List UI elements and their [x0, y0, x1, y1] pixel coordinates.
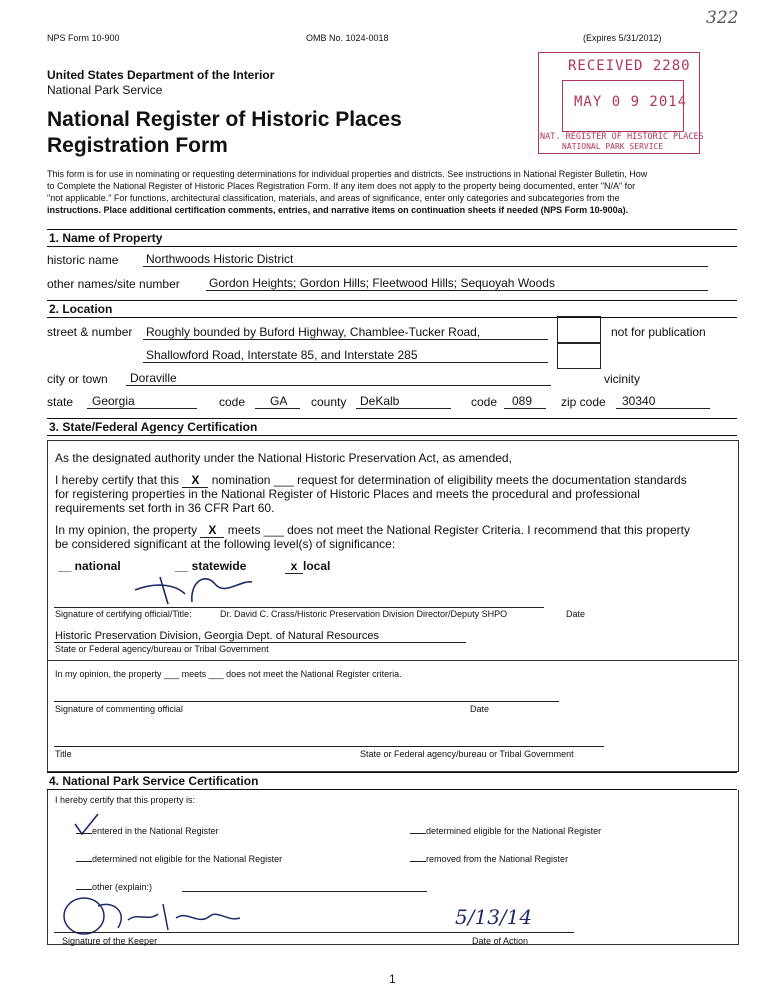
level-statewide[interactable]: __ statewide: [175, 559, 247, 573]
omb-number: OMB No. 1024-0018: [306, 33, 389, 43]
stamp-line1: NAT. REGISTER OF HISTORIC PLACES: [540, 132, 704, 142]
action-label: Date of Action: [472, 936, 529, 946]
zip-label: zip code: [561, 395, 606, 409]
section-4-header: [47, 772, 737, 790]
stamp-date: MAY 0 9 2014: [574, 94, 688, 110]
title-label: Title: [55, 749, 72, 759]
cert-p2: I hereby certify that this X nomination ___ request for determination of eligibility meets the documentation standards: [55, 473, 687, 487]
page-number: 1: [389, 972, 396, 986]
cert-p3: In my opinion, the property X meets ___ does not meet the National Register Criteria. I recommend that this property: [55, 523, 690, 537]
nomination-mark[interactable]: X: [182, 473, 208, 488]
code-label: code: [219, 395, 246, 409]
instructions-line4: instructions. Place additional certification comments, entries, and narrative items on continuation sheets if needed (NPS Form 10-900a).: [47, 205, 629, 215]
level-local[interactable]: x local: [285, 559, 330, 574]
meets-mark[interactable]: X: [200, 523, 224, 538]
historic-name-label: historic name: [47, 253, 119, 267]
opt-removed[interactable]: removed from the National Register: [410, 854, 568, 864]
opt-determined-eligible[interactable]: determined eligible for the National Register: [410, 826, 601, 836]
opt-entered[interactable]: entered in the National Register: [76, 826, 219, 836]
other-names-value[interactable]: Gordon Heights; Gordon Hills; Fleetwood Hills; Sequoyah Woods: [209, 276, 555, 290]
stamp-line2: NATIONAL PARK SERVICE: [562, 142, 664, 151]
street-line2[interactable]: Shallowford Road, Interstate 85, and Interstate 285: [146, 348, 418, 362]
vicinity-label: vicinity: [604, 372, 641, 386]
cert-p2c: for registering properties in the National Register of Historic Places and meets the procedural and professional: [55, 487, 640, 501]
sig-label: Signature of certifying official/Title:: [55, 609, 192, 619]
form-number: NPS Form 10-900: [47, 33, 120, 43]
opt-not-eligible[interactable]: determined not eligible for the National Register: [76, 854, 282, 864]
comment-date-label: Date: [470, 704, 490, 714]
opt-other[interactable]: other (explain:): [76, 882, 152, 892]
form-title-line1: National Register of Historic Places: [47, 108, 402, 131]
expiration: (Expires 5/31/2012): [583, 33, 662, 43]
historic-name-value[interactable]: Northwoods Historic District: [146, 252, 294, 266]
agency-label: State or Federal agency/bureau or Tribal Government: [55, 644, 269, 654]
section-2-header: [47, 300, 737, 318]
stamp-received: RECEIVED 2280: [568, 58, 691, 74]
county-value[interactable]: DeKalb: [360, 394, 400, 408]
received-stamp: [538, 52, 704, 154]
section-4-title: 4. National Park Service Certification: [49, 774, 259, 788]
city-value[interactable]: Doraville: [130, 371, 177, 385]
shpo-signature-icon: [130, 572, 280, 612]
instructions-line1: This form is for use in nominating or requesting determinations for individual properties and districts. See instructions in National Register Bulletin, How: [47, 169, 648, 179]
form-title-line2: Registration Form: [47, 134, 228, 157]
code-value[interactable]: GA: [270, 394, 288, 408]
section-2-title: 2. Location: [49, 302, 113, 316]
nfp-checkbox[interactable]: [557, 316, 601, 344]
nfp-label: not for publication: [611, 325, 706, 339]
cert-p2d: requirements set forth in 36 CFR Part 60.: [55, 501, 275, 515]
instructions-line3: "not applicable." For functions, architectural classification, materials, and areas of significance, enter only categories and subcategories from the: [47, 193, 620, 203]
opinion2: In my opinion, the property ___ meets ___ does not meet the National Register criteria.: [55, 669, 402, 679]
title-agency-label: State or Federal agency/bureau or Tribal Government: [360, 749, 574, 759]
city-label: city or town: [47, 372, 108, 386]
street-label: street & number: [47, 325, 133, 339]
sig-value: Dr. David C. Crass/Historic Preservation Division Director/Deputy SHPO: [220, 609, 508, 619]
section-3-title: 3. State/Federal Agency Certification: [49, 420, 258, 434]
level-national[interactable]: __ national: [58, 559, 121, 573]
state-label: state: [47, 395, 74, 409]
page-mark: 322: [706, 8, 739, 28]
section-3-header: [47, 418, 737, 436]
action-date: 5/13/14: [455, 905, 533, 929]
keeper-label: Signature of the Keeper: [62, 936, 158, 946]
section-1-header: [47, 229, 737, 247]
street-line1[interactable]: Roughly bounded by Buford Highway, Chamblee-Tucker Road,: [146, 325, 481, 339]
cert-p1: As the designated authority under the National Historic Preservation Act, as amended,: [55, 451, 512, 465]
state-value[interactable]: Georgia: [92, 394, 135, 408]
nps-intro: I hereby certify that this property is:: [55, 795, 196, 805]
agency-value[interactable]: Historic Preservation Division, Georgia Dept. of Natural Resources: [55, 630, 380, 642]
other-names-label: other names/site number: [47, 277, 180, 291]
code2-label: code: [471, 395, 498, 409]
cert-p3c: be considered significant at the following level(s) of significance:: [55, 537, 396, 551]
vicinity-checkbox[interactable]: [557, 342, 601, 369]
sig-date-label: Date: [566, 609, 586, 619]
zip-value[interactable]: 30340: [622, 394, 656, 408]
code2-value[interactable]: 089: [512, 394, 533, 408]
instructions-line2: to Complete the National Register of Historic Places Registration Form. If any item does not apply to the property being documented, enter "N/A" for: [47, 181, 636, 191]
section-1-title: 1. Name of Property: [49, 231, 163, 245]
department: United States Department of the Interior: [47, 68, 275, 82]
county-label: county: [311, 395, 347, 409]
service: National Park Service: [47, 83, 163, 97]
comment-sig-label: Signature of commenting official: [55, 704, 183, 714]
